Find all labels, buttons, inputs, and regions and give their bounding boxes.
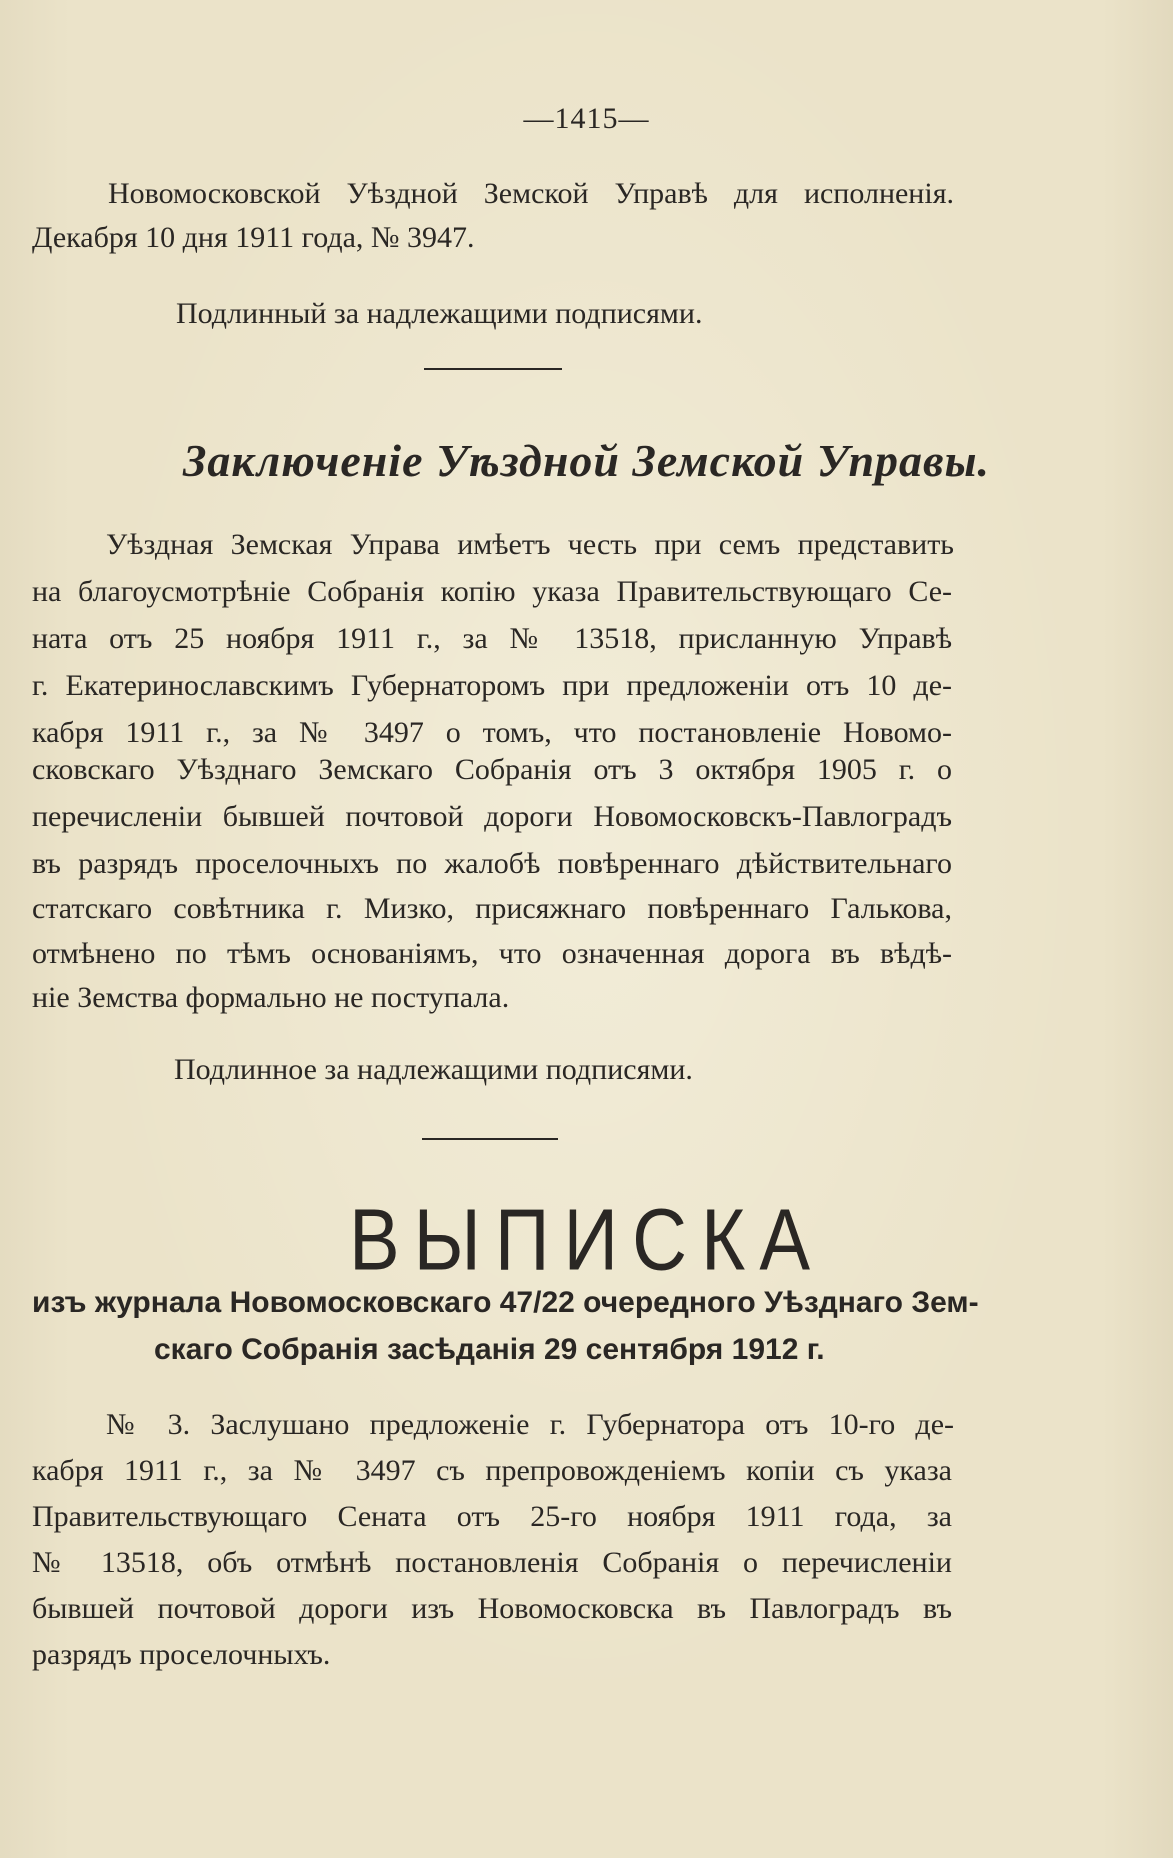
- paragraph-line: ніе Земства формально не поступала.: [32, 981, 510, 1014]
- paragraph-line: Уѣздная Земская Управа имѣетъ честь при семъ представить: [106, 528, 954, 561]
- extract-subtitle-line: изъ журнала Новомосковскаго 47/22 очередного Уѣзднаго Зем-: [32, 1286, 979, 1319]
- extract-body-line: Правительствующаго Сената отъ 25-го ноября 1911 года, за: [32, 1500, 952, 1533]
- paragraph-line: ната отъ 25 ноября 1911 г., за № 13518, присланную Управѣ: [32, 622, 952, 655]
- extract-body-line: бывшей почтовой дороги изъ Новомосковска въ Павлоградъ въ: [32, 1592, 952, 1625]
- extract-title: ВЫПИСКА: [348, 1191, 825, 1289]
- extract-body-line: разрядъ проселочныхъ.: [32, 1638, 331, 1671]
- separator-rule: [424, 368, 562, 370]
- section-title: Заключеніе Уѣздной Земской Управы.: [182, 435, 990, 486]
- paragraph-line: на благоусмотрѣніе Собранія копію указа Правительствующаго Се-: [32, 575, 952, 608]
- paragraph-line: въ разрядъ проселочныхъ по жалобѣ повѣреннаго дѣйствительнаго: [32, 847, 952, 880]
- paragraph-line: сковскаго Уѣзднаго Земскаго Собранія отъ 3 октября 1905 г. о: [32, 753, 952, 786]
- signature-note: Подлинное за надлежащими подписями.: [174, 1053, 693, 1086]
- extract-subtitle-line: скаго Собранія засѣданія 29 сентября 1912 г.: [154, 1333, 825, 1366]
- paragraph-line: отмѣнено по тѣмъ основаніямъ, что означенная дорога въ вѣдѣ-: [32, 937, 952, 970]
- signature-note: Подлинный за надлежащими подписями.: [176, 297, 703, 330]
- separator-rule: [422, 1138, 558, 1140]
- extract-body-line: № 13518, объ отмѣнѣ постановленія Собранія о перечисленіи: [32, 1546, 952, 1579]
- paragraph-line: статскаго совѣтника г. Мизко, присяжнаго повѣреннаго Галькова,: [32, 892, 952, 925]
- extract-body-line: № 3. Заслушано предложеніе г. Губернатора отъ 10-го де-: [106, 1408, 954, 1441]
- intro-line: Новомосковской Уѣздной Земской Управѣ для исполненія.: [108, 177, 954, 210]
- extract-body-line: кабря 1911 г., за № 3497 съ препровожденіемъ копіи съ указа: [32, 1454, 952, 1487]
- page-number: —1415—: [523, 102, 650, 135]
- paragraph-line: кабря 1911 г., за № 3497 о томъ, что постановленіе Новомо-: [32, 716, 952, 749]
- paragraph-line: перечисленіи бывшей почтовой дороги Новомосковскъ-Павлоградъ: [32, 800, 952, 833]
- intro-line: Декабря 10 дня 1911 года, № 3947.: [32, 221, 475, 254]
- paragraph-line: г. Екатеринославскимъ Губернаторомъ при предложеніи отъ 10 де-: [32, 669, 952, 702]
